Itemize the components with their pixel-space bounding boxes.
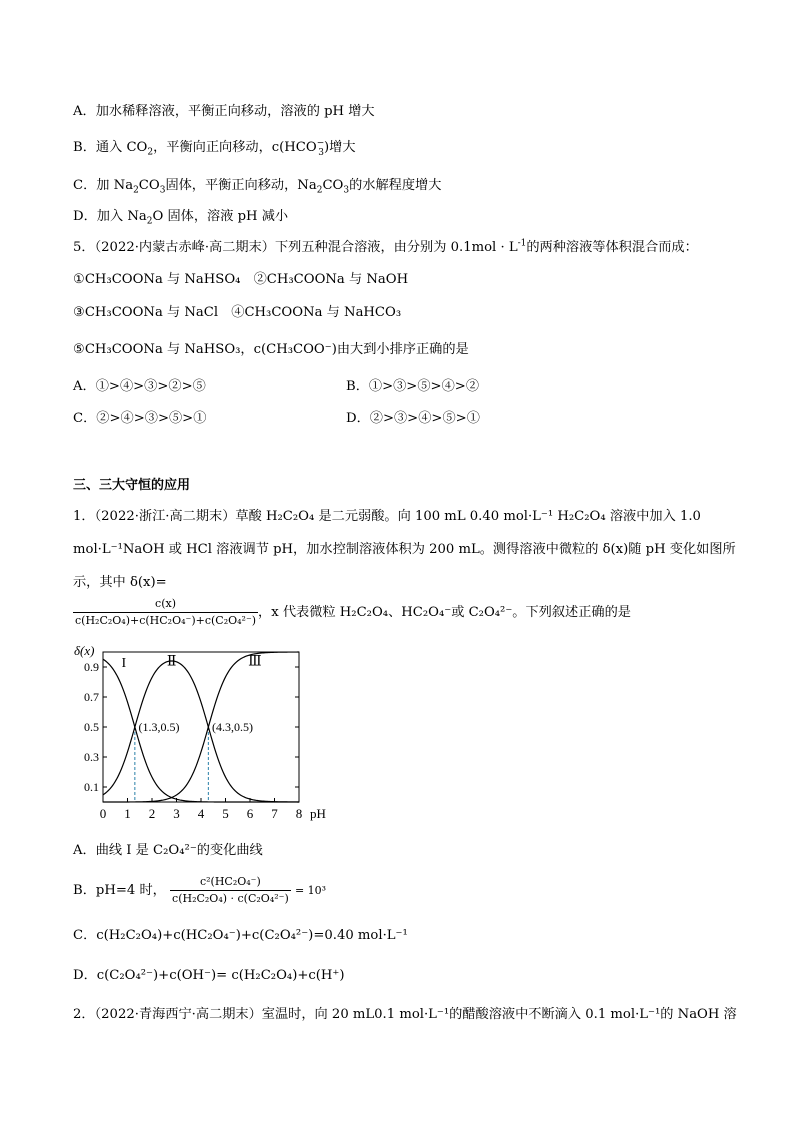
answer-a: A．①>④>③>②>⑤ — [73, 379, 206, 394]
x-tick-label: 5 — [222, 806, 229, 821]
point-annotation: (4.3,0.5) — [212, 720, 254, 734]
y-tick-label: 0.3 — [84, 750, 99, 764]
x-tick-label: 1 — [124, 806, 131, 821]
answer-c: C．②>④>③>⑤>① — [73, 411, 207, 426]
answer-b: B．①>③>⑤>④>② — [346, 379, 480, 394]
question-1-line-c: 示，其中 δ(x)= — [73, 575, 167, 590]
point-annotation: (1.3,0.5) — [138, 720, 180, 734]
series-label: I — [121, 656, 127, 671]
curve-c2o4 — [103, 652, 299, 802]
x-tick-label: 8 — [295, 806, 303, 821]
section-heading: 三、三大守恒的应用 — [73, 478, 191, 493]
x-tick-label: 6 — [246, 806, 254, 821]
curve-hc2o4 — [103, 661, 299, 802]
delta-fraction: $\frac{c(x)}{\text{c(H₂C₂O₄)+c(HC₂O₄⁻)+c(C₂O₄²⁻)}}$ — [75, 597, 257, 627]
x-tick-label: 3 — [173, 806, 180, 821]
mix-line-1: ①CH₃COONa 与 NaHSO₄ ②CH₃COONa 与 NaOH — [73, 272, 409, 287]
series-label: Ⅲ — [248, 654, 262, 670]
question-5: 5．（2022·内蒙古赤峰·高二期末）下列五种混合溶液，由分别为 $0.1mol \cdot L^{-1}$的两种溶液等体积混合而成： — [73, 238, 698, 255]
y-tick-label: 0.5 — [84, 720, 99, 734]
choice-1a: A．曲线 I 是 C₂O₄²⁻的变化曲线 — [73, 843, 263, 858]
curve-h2c2o4 — [103, 659, 299, 802]
ratio-fraction: $\frac{\text{c²(HC₂O₄⁻)}}{\text{c(H₂C₂O₄) · c(C₂O₄²⁻)}}$ — [172, 875, 289, 905]
choice-1c: C．c(H₂C₂O₄)+c(HC₂O₄⁻)+c(C₂O₄²⁻)=0.40 mol·L⁻¹ — [73, 928, 408, 943]
choice-1b: B．pH=4 时， $\frac{\text{c²(HC₂O₄⁻)}}{\text{c(H₂C₂O₄) · c(C₂O₄²⁻)}}$ = 10³ — [73, 875, 327, 905]
option-c: C．加 $Na_2CO_3$固体，平衡正向移动，$Na_2CO_3$的水解程度增大 — [73, 178, 442, 196]
mix-line-3: ⑤CH₃COONa 与 NaHSO₃，c(CH₃COO⁻)由大到小排序正确的是 — [73, 342, 469, 357]
mix-line-2: ③CH₃COONa 与 NaCl ④CH₃COONa 与 NaHCO₃ — [73, 305, 402, 320]
choice-1d: D．c(C₂O₄²⁻)+c(OH⁻)= c(H₂C₂O₄)+c(H⁺) — [73, 968, 345, 983]
y-tick-label: 0.1 — [84, 780, 99, 794]
series-label: Ⅱ — [166, 654, 177, 670]
x-axis-label: pH — [310, 806, 326, 821]
option-b: B．通入 $CO_2$，平衡向正向移动，$c(HCO^-_3)$增大 — [73, 138, 356, 158]
question-2: 2．（2022·青海西宁·高二期末）室温时，向 20 mL0.1 mol·L⁻¹的醋酸溶液中不断滴入 0.1 mol·L⁻¹的 NaOH 溶 — [73, 1007, 737, 1022]
y-tick-label: 0.7 — [84, 690, 99, 704]
x-tick-label: 7 — [271, 806, 278, 821]
speciation-chart — [70, 640, 370, 825]
y-tick-label: 0.9 — [84, 660, 99, 674]
x-tick-label: 2 — [148, 806, 156, 821]
question-1-line-a: 1．（2022·浙江·高二期末）草酸 H₂C₂O₄ 是二元弱酸。向 100 mL 0.40 mol·L⁻¹ H₂C₂O₄ 溶液中加入 1.0 — [73, 509, 701, 524]
option-d: D．加入 $Na_2O$ 固体，溶液 pH 减小 — [73, 209, 289, 227]
x-tick-label: 4 — [197, 806, 205, 821]
x-tick-label: 0 — [99, 806, 107, 821]
y-axis-label: δ(x) — [74, 643, 95, 658]
option-a: A．加水稀释溶液，平衡正向移动，溶液的 pH 增大 — [73, 104, 375, 119]
question-1-formula: $\frac{c(x)}{\text{c(H₂C₂O₄)+c(HC₂O₄⁻)+c(C₂O₄²⁻)}}$ ，x 代表微粒 H₂C₂O₄、HC₂O₄⁻或 C₂O₄²⁻。下列叙述正确的是 — [75, 597, 631, 627]
answer-d: D．②>③>④>⑤>① — [346, 411, 480, 426]
question-1-line-b: mol·L⁻¹NaOH 或 HCl 溶液调节 pH，加水控制溶液体积为 200 mL。测得溶液中微粒的 δ(x)随 pH 变化如图所 — [73, 542, 736, 557]
plot-frame — [103, 652, 299, 802]
